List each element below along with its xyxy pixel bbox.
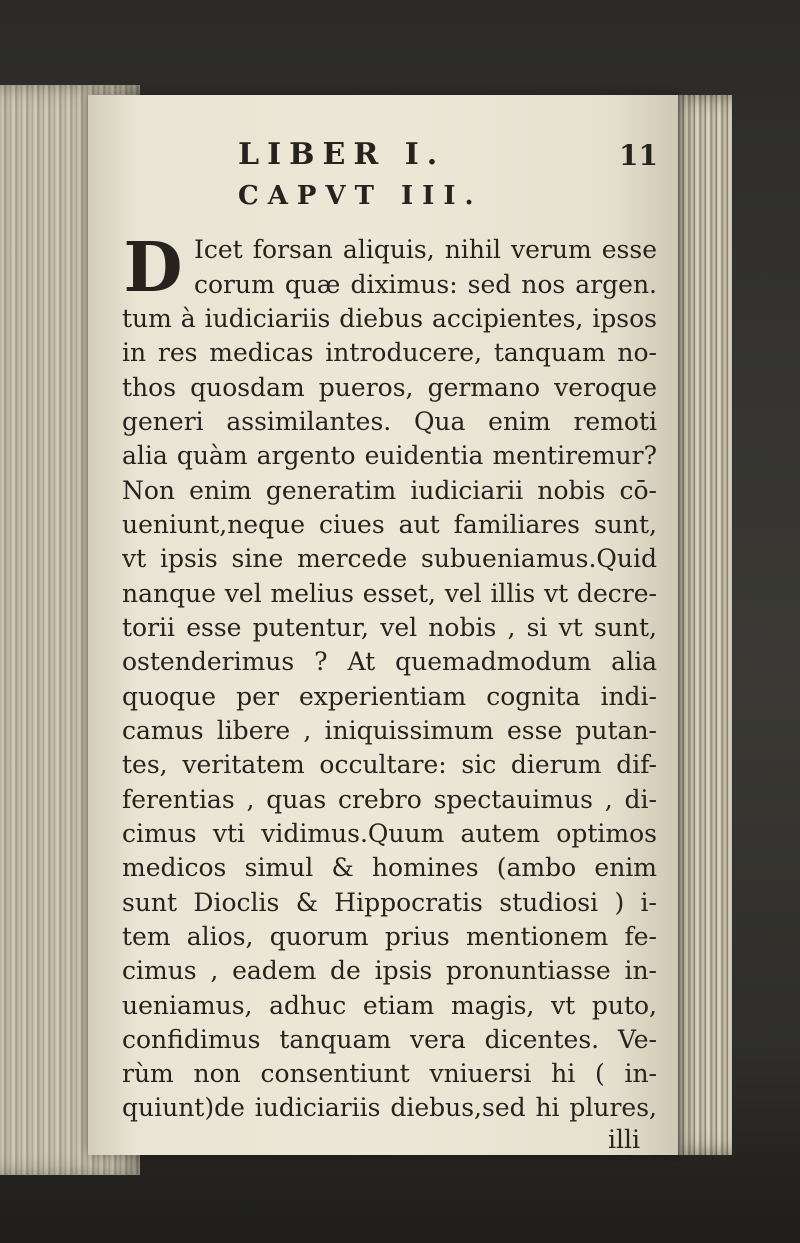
text-line: ueniamus, adhuc etiam magis, vt puto, [122, 991, 657, 1020]
chapter-heading: CAPVT III. [238, 181, 483, 211]
text-line: ueniunt,neque ciues aut familiares sunt, [122, 510, 657, 539]
text-line: tum à iudiciariis diebus accipientes, ipsos [122, 304, 657, 333]
text-line: in res medicas introducere, tanquam no- [122, 338, 657, 367]
text-line: generi assimilantes. Qua enim remoti [122, 407, 657, 436]
text-line: rùm non consentiunt vniuersi hi ( in- [122, 1059, 657, 1088]
text-line: quiunt)de iudiciariis diebus,sed hi plures, [122, 1093, 657, 1122]
text-line: medicos simul & homines (ambo enim [122, 853, 657, 882]
text-line: torii esse putentur, vel nobis , si vt sunt, [122, 613, 657, 642]
text-line: alia quàm argento euidentia mentiremur? [122, 441, 657, 470]
text-line: sunt Dioclis & Hippocratis studiosi ) i- [122, 888, 657, 917]
page-number: 11 [619, 139, 658, 172]
running-head-title: LIBER I. [238, 137, 446, 172]
text-line: camus libere , iniquissimum esse putan- [122, 716, 657, 745]
catchword: illi [608, 1125, 640, 1154]
running-head [238, 137, 658, 177]
text-line: thos quosdam pueros, germano veroque [122, 373, 657, 402]
text-line: quoque per experientiam cognita indi- [122, 682, 657, 711]
text-line: corum quæ diximus: sed nos argen. [194, 270, 657, 299]
text-line: tes, veritatem occultare: sic dierum dif- [122, 750, 657, 779]
text-line: confidimus tanquam vera dicentes. Ve- [122, 1025, 657, 1054]
text-line: nanque vel melius esset, vel illis vt decre- [122, 579, 657, 608]
text-line: ostenderimus ? At quemadmodum alia [122, 647, 657, 676]
text-line: tem alios, quorum prius mentionem fe- [122, 922, 657, 951]
text-line: Non enim generatim iudiciarii nobis cō- [122, 476, 657, 505]
text-line: vt ipsis sine mercede subueniamus.Quid [122, 544, 657, 573]
drop-initial: D [123, 228, 183, 308]
text-line: cimus vti vidimus.Quum autem optimos [122, 819, 657, 848]
text-line: Icet forsan aliquis, nihil verum esse [194, 235, 657, 264]
book-page [88, 95, 678, 1155]
text-line: cimus , eadem de ipsis pronuntiasse in- [122, 956, 657, 985]
text-line: ferentias , quas crebro spectauimus , di- [122, 785, 657, 814]
